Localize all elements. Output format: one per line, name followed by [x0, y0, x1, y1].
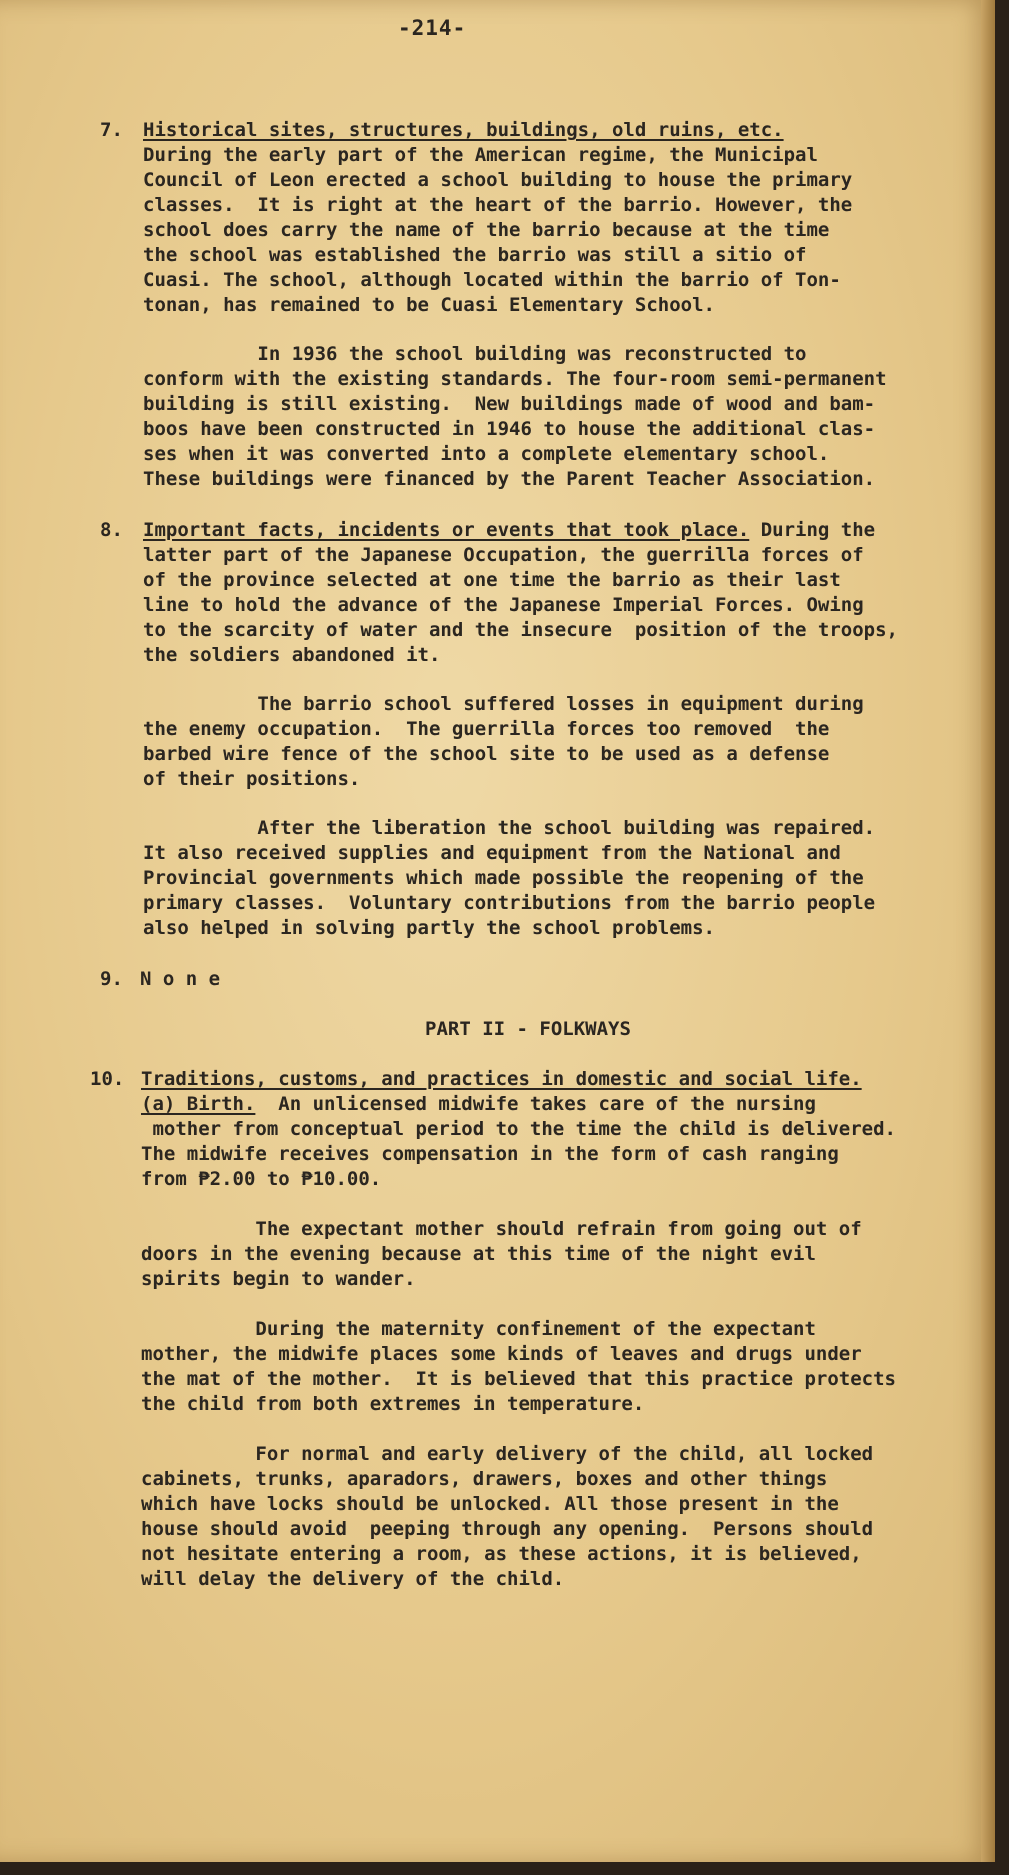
item-8-paragraph-2: The barrio school suffered losses in equipment during the enemy occupation. The guerrilla forces too removed the barbed wire fence of the school site to be used as a defense of their positions. [143, 693, 864, 790]
binding-edge [981, 0, 995, 1862]
item-7-paragraph-1: During the early part of the American regime, the Municipal Council of Leon erected a school building to house the primary classes. It is right at the heart of the barrio. However, the school does carry the name of the barrio because at the time the school was established the barrio was still a sitio of Cuasi. The school, although located within the barrio of Ton- tonan, has remained to be Cuasi Elementary School. [143, 144, 853, 316]
item-10-title: Traditions, customs, and practices in domestic and social life. [141, 1068, 862, 1090]
item-10-number: 10. [90, 1068, 125, 1090]
item-9-text: N o n e [140, 968, 221, 990]
item-10-birth-paragraph [141, 1092, 896, 1192]
item-9-number: 9. [100, 968, 123, 990]
page-number: -214- [398, 16, 467, 40]
item-8-title-line [143, 518, 875, 543]
item-8-title: Important facts, incidents or events that took place. [143, 519, 750, 541]
item-7-number: 7. [100, 119, 123, 141]
item-8-title-rest: During the [749, 519, 876, 541]
item-8-number: 8. [100, 519, 123, 541]
item-10-birth-text: An unlicensed midwife takes care of the nursing mother from conceptual period to the time the child is delivered. The midwife receives compensation in the form of cash ranging from ₱2.00 to ₱10.00. [141, 1093, 896, 1190]
part-2-heading: PART II - FOLKWAYS [425, 1018, 631, 1040]
item-10-birth-label: (a) Birth. [141, 1093, 256, 1115]
item-7-title: Historical sites, structures, buildings, old ruins, etc. [143, 119, 784, 141]
item-8-paragraph-1: latter part of the Japanese Occupation, the guerrilla forces of of the province selected at one time the barrio as their last line to hold the advance of the Japanese Imperial Forces. Owing to the scarcity of water and the insecure position of the troops, the soldiers abandoned it. [143, 544, 898, 666]
item-10-paragraph-2: The expectant mother should refrain from going out of doors in the evening because at this time of the night evil spirits begin to wander. [141, 1218, 862, 1290]
item-10-paragraph-4: For normal and early delivery of the child, all locked cabinets, trunks, aparadors, drawers, boxes and other things which have locks should be unlocked. All those present in the house should avoid peeping through any opening. Persons should not hesitate entering a room, as these actions, it is believed, will delay the delivery of the child. [141, 1443, 874, 1590]
item-10-paragraph-3: During the maternity confinement of the expectant mother, the midwife places some kinds of leaves and drugs under the mat of the mother. It is believed that this practice protects the child from both extremes in temperature. [141, 1318, 896, 1415]
item-8-paragraph-3: After the liberation the school building was repaired. It also received supplies and equipment from the National and Provincial governments which made possible the reopening of the primary classes. Voluntary contributions from the barrio people also helped in solving partly the school problems. [143, 817, 876, 939]
item-7-paragraph-2: In 1936 the school building was reconstructed to conform with the existing standards. The four-room semi-permanent building is still existing. New buildings made of wood and bam- boos have been constructed in 1946 to house the additional clas- ses when it was converted into a complete elementary school. These buildings were financed by the Parent Teacher Association. [143, 343, 887, 490]
